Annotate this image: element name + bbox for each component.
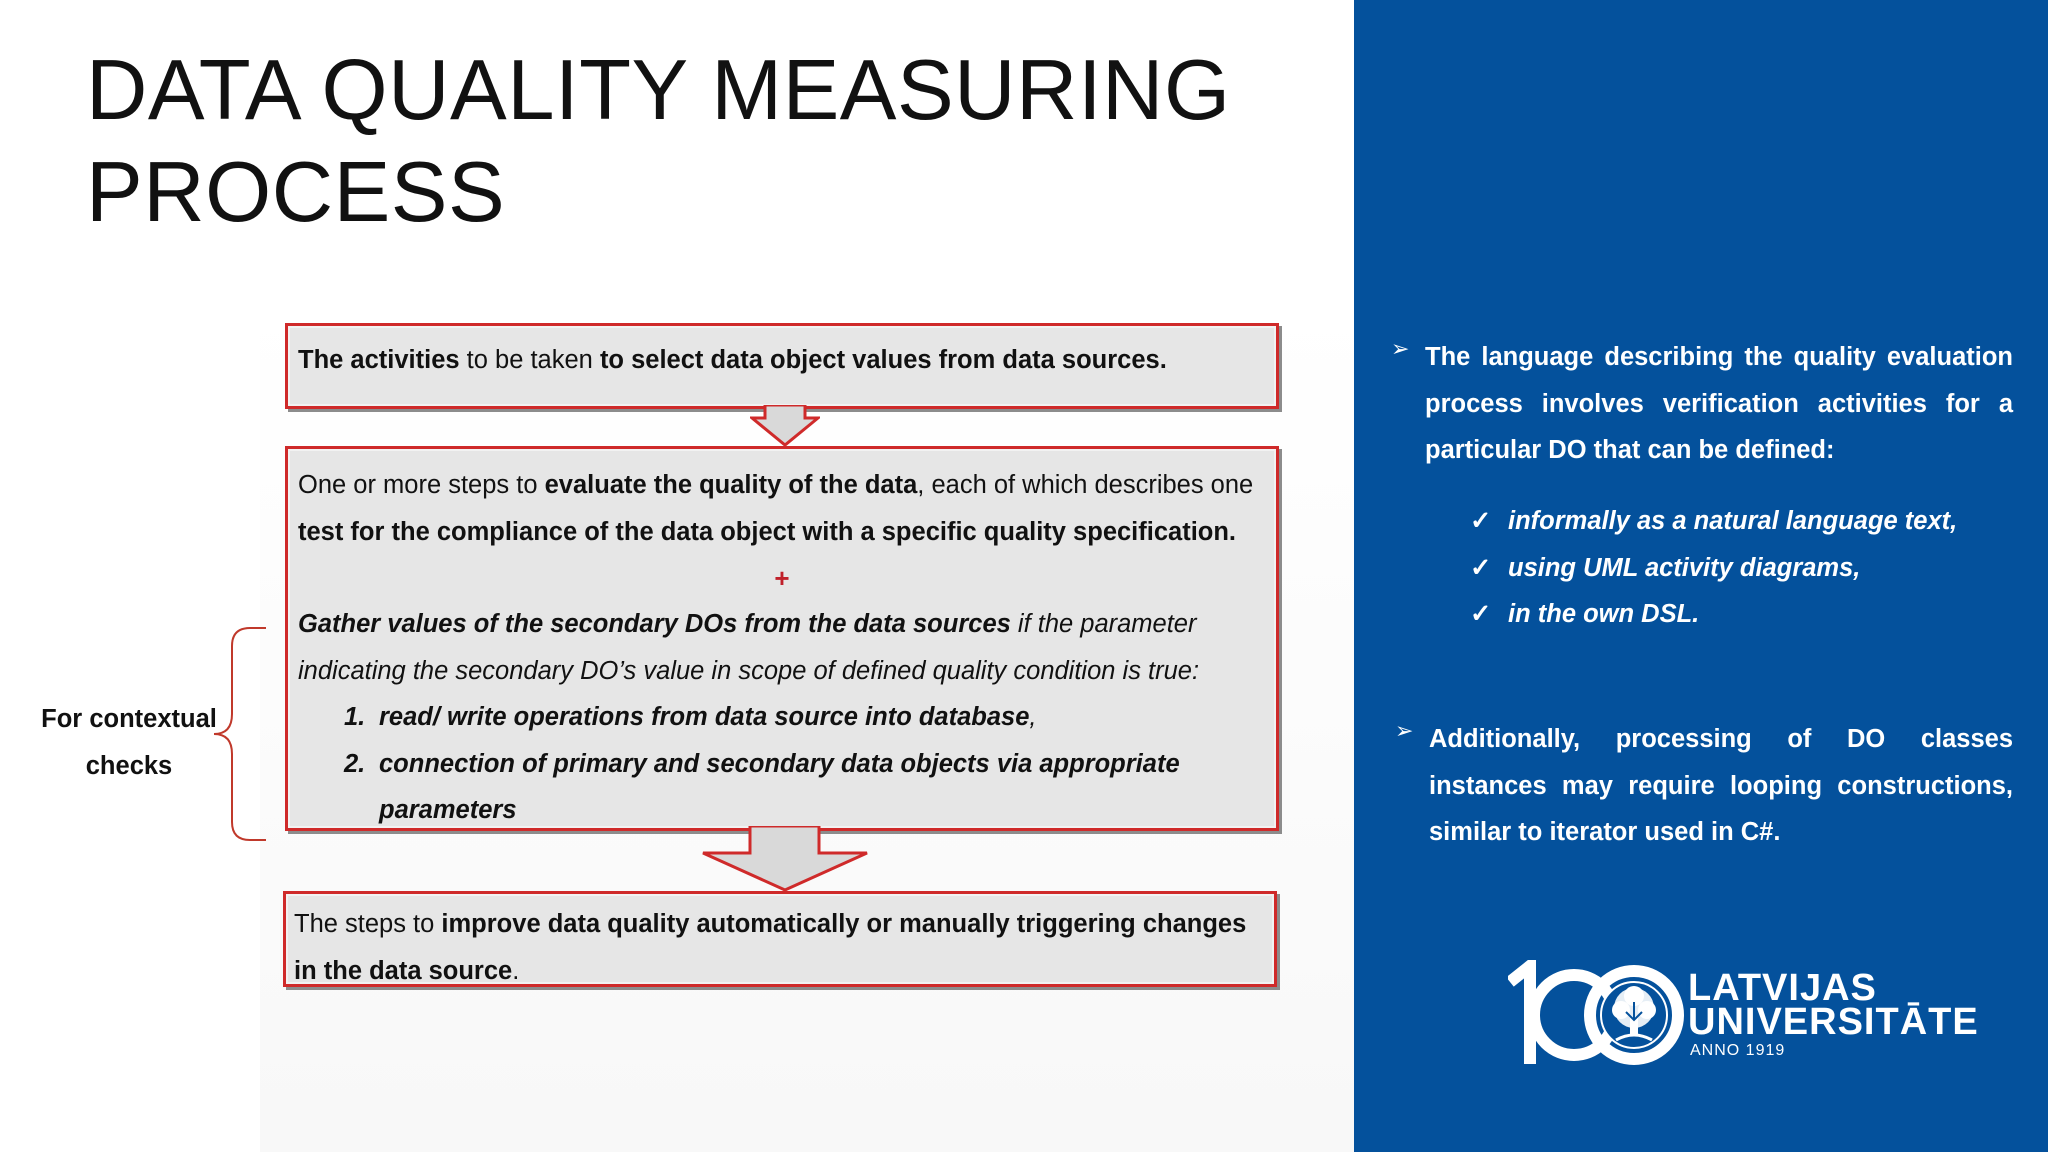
list-item-text: connection of primary and secondary data objects via appropriate parameters (379, 749, 1180, 824)
list-item (298, 741, 1266, 834)
operations-list (298, 694, 1266, 834)
box2-text-1: One or more steps to (298, 471, 545, 499)
looping-constructions-text: Additionally, processing of DO classes instances may require looping constructions, similar to iterator used in C#. (1429, 725, 2013, 846)
select-activities-box (285, 323, 1279, 409)
list-item (1470, 498, 1957, 545)
title-line-2: PROCESS (86, 145, 506, 240)
plus-sign: + (774, 563, 790, 593)
list-item-text: using UML activity diagrams, (1508, 553, 1861, 582)
box2-bold-italic-1: Gather values of the secondary DOs from the data sources (298, 610, 1011, 638)
right-info-panel (1354, 0, 2048, 1152)
improve-quality-box (283, 891, 1277, 987)
list-item-text: in the own DSL. (1508, 600, 1700, 628)
checkmark-icon: ✓ (1470, 553, 1492, 582)
gather-paragraph (298, 601, 1266, 694)
list-item (298, 694, 1266, 741)
box3-text-2: . (512, 956, 520, 985)
box3-text-1: The steps to (294, 910, 442, 938)
evaluate-quality-box (285, 446, 1279, 831)
university-logo (1508, 960, 1979, 1070)
list-item (1470, 545, 1957, 592)
slide-title (86, 40, 1336, 244)
list-item (1470, 591, 1957, 638)
list-item-text: read/ write operations from data source into database (379, 703, 1030, 731)
list-item-text: informally as a natural language text, (1508, 507, 1958, 535)
flow-arrow-down-2-icon (700, 826, 870, 896)
flow-arrow-down-1-icon (750, 405, 820, 449)
logo-line-3: ANNO 1919 (1690, 1042, 1786, 1059)
language-description-text: The language describing the quality evaluation process involves verification activities for a particular DO that can be defined: (1425, 343, 2013, 464)
arrowhead-bullet-icon: ➢ (1395, 718, 1414, 743)
box1-bold-2: to select data object values from data sources. (599, 346, 1167, 374)
box2-bold-1: evaluate the quality of the data (544, 471, 918, 499)
evaluate-paragraph (298, 462, 1266, 555)
list-item-number: 1. (344, 703, 366, 731)
arrowhead-bullet-icon: ➢ (1391, 336, 1410, 361)
logo-line-1: LATVIJAS (1688, 967, 1877, 1009)
centenary-100-emblem-icon (1508, 960, 1686, 1070)
checkmark-icon: ✓ (1470, 600, 1492, 628)
box2-bold-2: test for the compliance of the data object with a specific quality specification. (298, 517, 1237, 546)
box1-bold-1: The activities (298, 346, 460, 374)
list-item-punct: , (1029, 703, 1037, 731)
definition-options-list (1470, 498, 1957, 638)
list-item-number: 2. (344, 749, 366, 778)
contextual-checks-label: For contextual checks (41, 705, 217, 780)
box2-italic-1: if the parameter indicating the secondary DO’s value in scope of defined quality condition is true: (298, 610, 1200, 685)
box1-text-1: to be taken (459, 346, 600, 374)
box2-text-2: , each of which describes one (917, 471, 1254, 499)
logo-line-2: UNIVERSITĀTE (1688, 1001, 1979, 1043)
box3-bold-1: improve data quality automatically or manually triggering changes in the data source (294, 910, 1247, 985)
title-line-1: DATA QUALITY MEASURING (86, 43, 1231, 138)
checkmark-icon: ✓ (1470, 507, 1492, 535)
